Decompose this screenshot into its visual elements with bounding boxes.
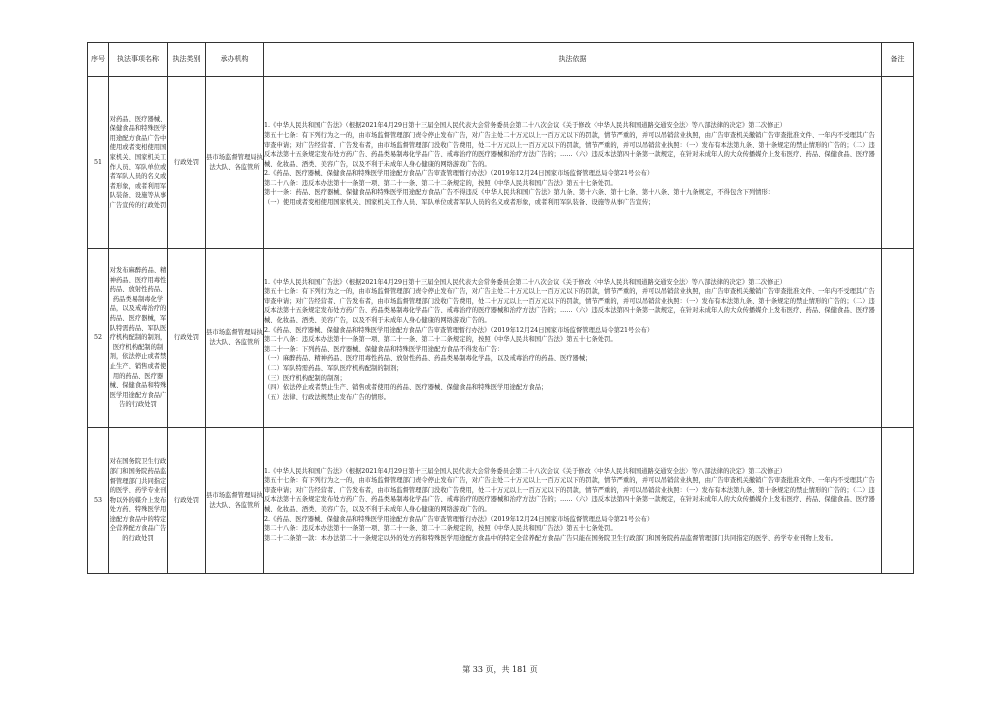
header-no: 序号 bbox=[88, 43, 109, 77]
table-row bbox=[88, 428, 914, 574]
remarks bbox=[882, 77, 914, 249]
table-row bbox=[88, 77, 914, 249]
basis-paragraph: 1.《中华人民共和国广告法》（根据2021年4月29日第十三届全国人民代表大会常务委员会第二十八次会议《关于修改〈中华人民共和国道路交通安全法〉等八部法律的决定》第二次修正） bbox=[264, 467, 787, 475]
header-note: 备注 bbox=[882, 43, 914, 77]
table-header-row bbox=[88, 43, 914, 77]
item-name: 对药品、医疗器械、保健食品和特殊医学用途配方食品广告中使用或者变相使用国家机关、国家机关工作人员、军队单位或者军队人员的名义或者形象，或者利用军队装备、设施等从事广告宣传的行政处罚 bbox=[109, 77, 168, 249]
header-item-name: 执法事项名称 bbox=[109, 43, 168, 77]
legal-basis bbox=[264, 77, 882, 249]
row-number: 53 bbox=[88, 428, 109, 574]
basis-paragraph: 2.《药品、医疗器械、保健食品和特殊医学用途配方食品广告审查管理暂行办法》（2019年12月24日国家市场监督管理总局令第21号公布） bbox=[264, 515, 654, 523]
basis-paragraph: 1.《中华人民共和国广告法》（根据2021年4月29日第十三届全国人民代表大会常务委员会第二十八次会议《关于修改〈中华人民共和国道路交通安全法〉等八部法律的决定》第二次修正） bbox=[264, 278, 787, 286]
basis-paragraph: 2.《药品、医疗器械、保健食品和特殊医学用途配方食品广告审查管理暂行办法》（2019年12月24日国家市场监督管理总局令第21号公布） bbox=[264, 326, 654, 334]
enforcement-category: 行政处罚 bbox=[168, 77, 206, 249]
handling-agency: 县市场监督管理局执法大队、各监管所 bbox=[206, 249, 264, 428]
legal-basis bbox=[264, 428, 882, 574]
basis-paragraph: 第二十二条第一款：本办法第二十一条规定以外的处方药和特殊医学用途配方食品中的特定全营养配方食品广告只能在国务院卫生行政部门和国务院药品监督管理部门共同指定的医学、药学专业刊物上发布。 bbox=[264, 534, 838, 542]
remarks bbox=[882, 428, 914, 574]
basis-paragraph: （四）依法停止或者禁止生产、销售或者使用的药品、医疗器械、保健食品和特殊医学用途配方食品； bbox=[264, 384, 548, 392]
row-number: 51 bbox=[88, 77, 109, 249]
basis-paragraph: （五）法律、行政法规禁止发布广告的情形。 bbox=[264, 393, 390, 401]
remarks bbox=[882, 249, 914, 428]
handling-agency: 县市场监督管理局执法大队、各监管所 bbox=[206, 77, 264, 249]
basis-paragraph: 第十一条：药品、医疗器械、保健食品和特殊医学用途配方食品广告不得违反《中华人民共和国广告法》第九条、第十六条、第十七条、第十八条、第十九条规定，不得包含下列情形： bbox=[264, 189, 775, 197]
basis-paragraph: 第五十七条：有下列行为之一的，由市场监督管理部门责令停止发布广告，对广告主处二十万元以上一百万元以下的罚款，情节严重的，并可以吊销营业执照，由广告审查机关撤销广告审查批准文件、一年内不受理其广告审查申请；对广告经营者、广告发布者，由市场监督管理部门没收广告费用，处二十万元以上一百万元以下的罚款，情节严重的，并可以吊销营业执照：（一）发布有本法第九条、第十条规定的禁止情形的广告的；（二）违反本法第十五条规定发布处方药广告、药品类易制毒化学品广告、戒毒治疗的医疗器械和治疗方法广告的；……（六）违反本法第四十条第一款规定，在针对未成年人的大众传播媒介上发布医疗、药品、保健食品、医疗器械、化妆品、酒类、美容广告，以及不利于未成年人身心健康的网络游戏广告的。 bbox=[264, 477, 875, 513]
basis-paragraph: 第五十七条：有下列行为之一的，由市场监督管理部门责令停止发布广告，对广告主处二十万元以上一百万元以下的罚款，情节严重的，并可以吊销营业执照，由广告审查机关撤销广告审查批准文件、一年内不受理其广告审查申请；对广告经营者、广告发布者，由市场监督管理部门没收广告费用，处二十万元以上一百万元以下的罚款，情节严重的，并可以吊销营业执照：（一）发布有本法第九条、第十条规定的禁止情形的广告的；（二）违反本法第十五条规定发布处方药广告、药品类易制毒化学品广告、戒毒治疗的医疗器械和治疗方法广告的；……（六）违反本法第四十条第一款规定，在针对未成年人的大众传播媒介上发布医疗、药品、保健食品、医疗器械、化妆品、酒类、美容广告，以及不利于未成年人身心健康的网络游戏广告的。 bbox=[264, 131, 875, 168]
basis-paragraph: （一）麻醉药品、精神药品、医疗用毒性药品、放射性药品、药品类易制毒化学品，以及戒毒治疗的药品、医疗器械； bbox=[264, 355, 592, 363]
table-row bbox=[88, 249, 914, 428]
basis-paragraph: 第二十八条：违反本办法第十一条第一项、第二十一条、第二十二条规定的，按照《中华人民共和国广告法》第五十七条处罚。 bbox=[264, 336, 617, 344]
header-category: 执法类别 bbox=[168, 43, 206, 77]
basis-paragraph: （三）医疗机构配制的制剂； bbox=[264, 374, 346, 382]
basis-paragraph: 第二十八条：违反本办法第十一条第一项、第二十一条、第二十二条规定的，按照《中华人民共和国广告法》第五十七条处罚。 bbox=[264, 179, 617, 187]
basis-paragraph: 2.《药品、医疗器械、保健食品和特殊医学用途配方食品广告审查管理暂行办法》（2019年12月24日国家市场监督管理总局令第21号公布） bbox=[264, 170, 654, 178]
page-footer: 第 33 页，共 181 页 bbox=[462, 665, 538, 674]
enforcement-category: 行政处罚 bbox=[168, 249, 206, 428]
basis-paragraph: （一）使用或者变相使用国家机关、国家机关工作人员、军队单位或者军队人员的名义或者形象，或者利用军队装备、设施等从事广告宣传； bbox=[264, 199, 655, 207]
header-agency: 承办机构 bbox=[206, 43, 264, 77]
basis-paragraph: 第五十七条：有下列行为之一的，由市场监督管理部门责令停止发布广告，对广告主处二十万元以上一百万元以下的罚款，情节严重的，并可以吊销营业执照，由广告审查机关撤销广告审查批准文件、一年内不受理其广告审查申请；对广告经营者、广告发布者，由市场监督管理部门没收广告费用，处二十万元以上一百万元以下的罚款，情节严重的，并可以吊销营业执照：（一）发布有本法第九条、第十条规定的禁止情形的广告的；（二）违反本法第十五条规定发布处方药广告、药品类易制毒化学品广告、戒毒治疗的医疗器械和治疗方法广告的；……（六）违反本法第四十条第一款规定，在针对未成年人的大众传播媒介上发布医疗、药品、保健食品、医疗器械、化妆品、酒类、美容广告，以及不利于未成年人身心健康的网络游戏广告的。 bbox=[264, 288, 875, 325]
basis-paragraph: 第二十八条：违反本办法第十一条第一项、第二十一条、第二十二条规定的，按照《中华人民共和国广告法》第五十七条处罚。 bbox=[264, 525, 617, 533]
enforcement-table bbox=[87, 42, 914, 574]
item-name: 对在国务院卫生行政部门和国务院药品监督管理部门共同指定的医学、药学专业刊物以外的媒介上发布处方药、特殊医学用途配方食品中的特定全营养配方食品广告的行政处罚 bbox=[109, 428, 168, 574]
item-name: 对发布麻醉药品、精神药品、医疗用毒性药品、放射性药品、药品类易制毒化学品，以及戒毒治疗的药品、医疗器械，军队特需药品、军队医疗机构配制的制剂，医疗机构配制的制剂，依法停止或者禁止生产、销售或者使用的药品、医疗器械、保健食品和特殊医学用途配方食品广告的行政处罚 bbox=[109, 249, 168, 428]
basis-paragraph: （二）军队特需药品、军队医疗机构配制的制剂； bbox=[264, 364, 403, 372]
legal-basis bbox=[264, 249, 882, 428]
handling-agency: 县市场监督管理局执法大队、各监管所 bbox=[206, 428, 264, 574]
header-basis: 执法依据 bbox=[264, 43, 882, 77]
row-number: 52 bbox=[88, 249, 109, 428]
basis-paragraph: 1.《中华人民共和国广告法》（根据2021年4月29日第十三届全国人民代表大会常务委员会第二十八次会议《关于修改〈中华人民共和国道路交通安全法〉等八部法律的决定》第二次修正） bbox=[264, 122, 787, 130]
enforcement-category: 行政处罚 bbox=[168, 428, 206, 574]
basis-paragraph: 第二十一条：下列药品、医疗器械、保健食品和特殊医学用途配方食品不得发布广告： bbox=[264, 345, 504, 353]
